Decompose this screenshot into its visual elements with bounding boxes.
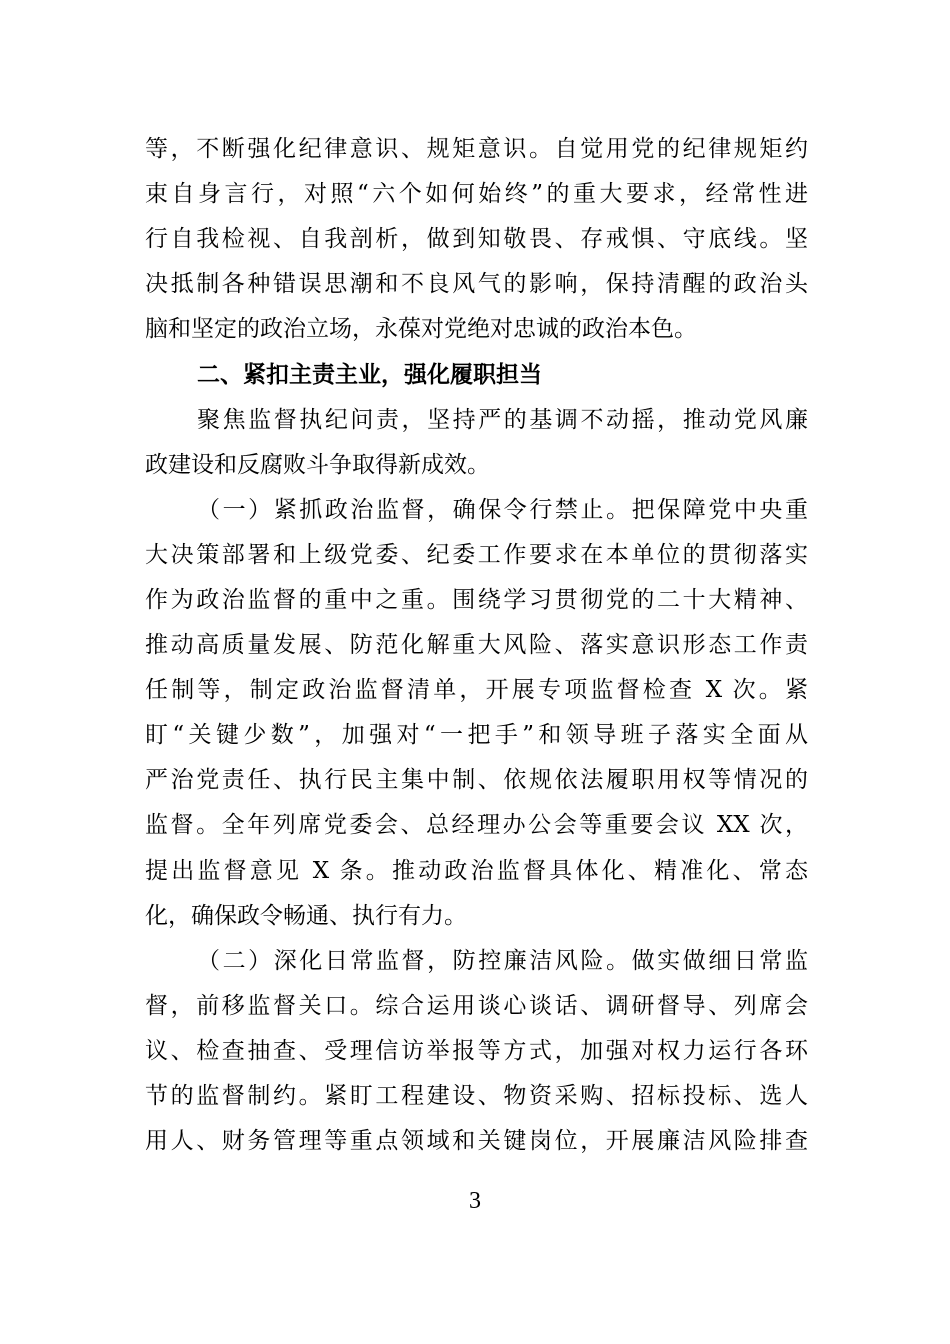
text-line: 决抵制各种错误思潮和不良风气的影响，保持清醒的政治头	[145, 271, 808, 298]
subsection-lead-line: （二）深化日常监督，防控廉洁风险。做实做细日常监	[197, 947, 808, 974]
text-line: 用人、财务管理等重点领域和关键岗位，开展廉洁风险排查	[145, 1128, 808, 1155]
text-line: 大决策部署和上级党委、纪委工作要求在本单位的贯彻落实	[145, 541, 808, 568]
text-line: 任制等，制定政治监督清单，开展专项监督检查 X 次。紧	[145, 677, 808, 704]
text-line: 盯“关键少数”，加强对“一把手”和领导班子落实全面从	[145, 722, 808, 749]
text-line: 政建设和反腐败斗争取得新成效。	[145, 451, 490, 478]
text-line: 行自我检视、自我剖析，做到知敬畏、存戒惧、守底线。坚	[145, 226, 808, 253]
document-body	[145, 127, 808, 1164]
text-line: 节的监督制约。紧盯工程建设、物资采购、招标投标、选人	[145, 1082, 808, 1109]
text-line: 议、检查抽查、受理信访举报等方式，加强对权力运行各环	[145, 1037, 808, 1064]
text-line: 聚焦监督执纪问责，坚持严的基调不动摇，推动党风廉	[197, 406, 808, 433]
text-line: 严治党责任、执行民主集中制、依规依法履职用权等情况的	[145, 767, 808, 794]
subsection-lead-line: （一）紧抓政治监督，确保令行禁止。把保障党中央重	[197, 496, 808, 523]
text-line: 提出监督意见 X 条。推动政治监督具体化、精准化、常态	[145, 857, 808, 884]
text-line: 推动高质量发展、防范化解重大风险、落实意识形态工作责	[145, 632, 808, 659]
text-line: 作为政治监督的重中之重。围绕学习贯彻党的二十大精神、	[145, 586, 808, 613]
text-line: 束自身言行，对照“六个如何始终”的重大要求，经常性进	[145, 181, 808, 208]
text-line: 等，不断强化纪律意识、规矩意识。自觉用党的纪律规矩约	[145, 136, 808, 162]
text-line: 监督。全年列席党委会、总经理办公会等重要会议 XX 次，	[145, 812, 808, 839]
section-heading: 二、紧扣主责主业，强化履职担当	[197, 361, 542, 389]
text-line: 化，确保政令畅通、执行有力。	[145, 902, 467, 929]
text-line: 脑和坚定的政治立场，永葆对党绝对忠诚的政治本色。	[145, 316, 697, 343]
page-number: 3	[469, 1188, 481, 1214]
text-line: 督，前移监督关口。综合运用谈心谈话、调研督导、列席会	[145, 992, 808, 1019]
